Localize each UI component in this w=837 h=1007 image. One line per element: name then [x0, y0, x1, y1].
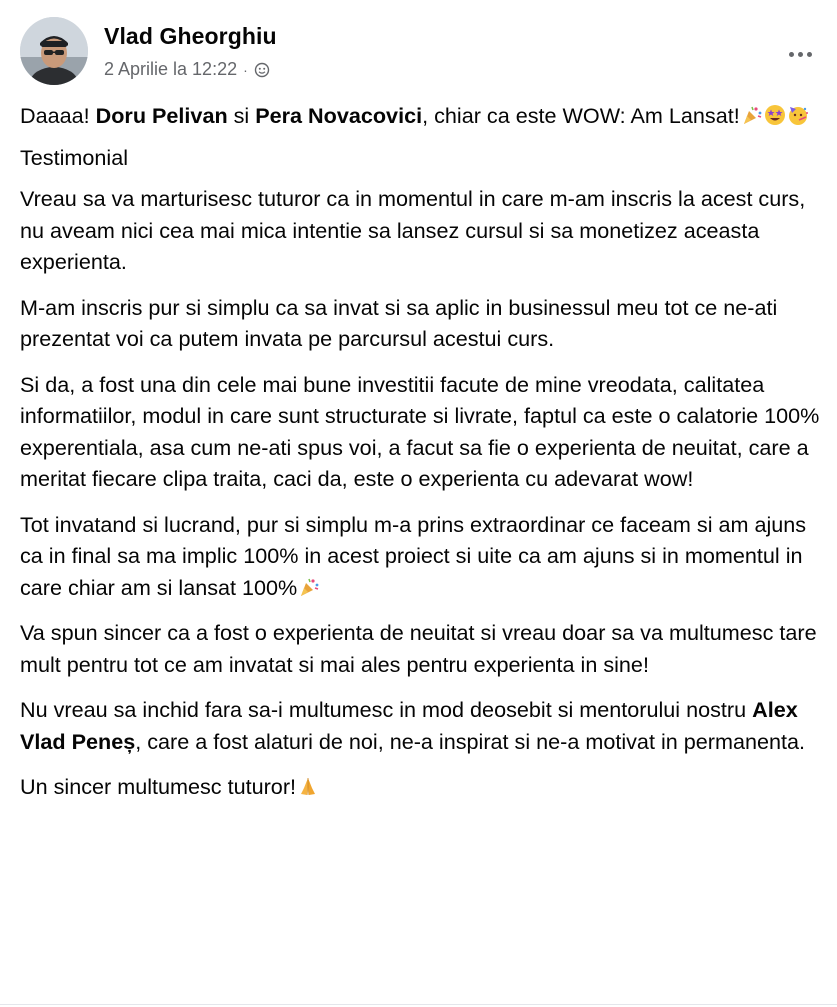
folded-hands-emoji [297, 775, 319, 797]
paragraph-6-text: Tot invatand si lucrand, pur si simplu m-a prins extraordinar ce faceam si am ajuns ca in final sa ma implic 100% in acest proiect si uite ca am ajuns si in momentul in care chiar am si lansat 100% [20, 511, 807, 600]
partying-face-emoji [787, 104, 809, 126]
mention-doru-pelivan[interactable]: Doru Pelivan [95, 103, 228, 128]
dot-icon [807, 52, 812, 57]
mention-alex-vlad-penes[interactable]: Alex Vlad Peneș [20, 697, 798, 754]
party-popper-emoji [741, 104, 763, 126]
dot-icon [789, 52, 794, 57]
paragraph-4: M-am inscris pur si simplu ca sa invat si sa aplic in businessul meu tot ce ne-ati prezentat voi ca putem invata pe parcursul acestui curs. [20, 294, 778, 351]
post-content [20, 100, 825, 817]
mention-pera-novacovici[interactable]: Pera Novacovici [255, 103, 423, 128]
intro-text: si [227, 103, 256, 128]
post-header [20, 17, 820, 89]
paragraph-intro [20, 100, 825, 132]
paragraph-9-text: Un sincer multumesc tuturor! [20, 774, 297, 799]
post-meta [104, 59, 270, 80]
paragraph-7: Va spun sincer ca a fost o experienta de neuitat si vreau doar sa va multumesc tare mult pentru tot ce am invatat si mai ales pentru experienta in sine! [20, 620, 817, 677]
party-popper-emoji [298, 576, 320, 598]
paragraph-3: Vreau sa va marturisesc tuturor ca in momentul in care m-am inscris la acest curs, nu aveam nici cea mai mica intentie sa lansez cursul si sa monetizez aceasta experienta. [20, 186, 806, 274]
avatar-photo [20, 17, 88, 85]
avatar[interactable] [20, 17, 88, 85]
paragraph-heading: Testimonial [20, 144, 129, 170]
paragraph-8 [20, 694, 825, 757]
globe-icon[interactable] [254, 62, 270, 78]
more-options-button[interactable] [780, 43, 820, 65]
post-date[interactable]: 2 Aprilie la 12:22 [104, 59, 238, 79]
paragraph-8-text: , care a fost alaturi de noi, ne-a inspirat si ne-a motivat in permanenta. [135, 728, 805, 754]
paragraph-8-text: Nu vreau sa inchid fara sa-i multumesc in mod deosebit si mentorului nostru [20, 697, 753, 722]
dot-icon [798, 52, 803, 57]
meta-separator: · [243, 61, 248, 78]
paragraph-9 [20, 771, 825, 803]
paragraph-5: Si da, a fost una din cele mai bune investitii facute de mine vreodata, calitatea informatiilor, modul in care sunt structurate si livrate, faptul ca este o calatorie 100% experentiala, asa cum ne-ati spus voi, a facut sa fie o experienta de neuitat, care a meritat fiecare clipa traita, caci da, este o experienta cu adevarat wow! [20, 371, 820, 491]
paragraph-6 [20, 509, 825, 604]
author-name[interactable]: Vlad Gheorghiu [104, 23, 277, 49]
divider [0, 1004, 837, 1005]
intro-text: , chiar ca este WOW: Am Lansat! [422, 103, 740, 128]
intro-text: Daaaa! [20, 103, 96, 128]
star-struck-emoji [764, 104, 786, 126]
